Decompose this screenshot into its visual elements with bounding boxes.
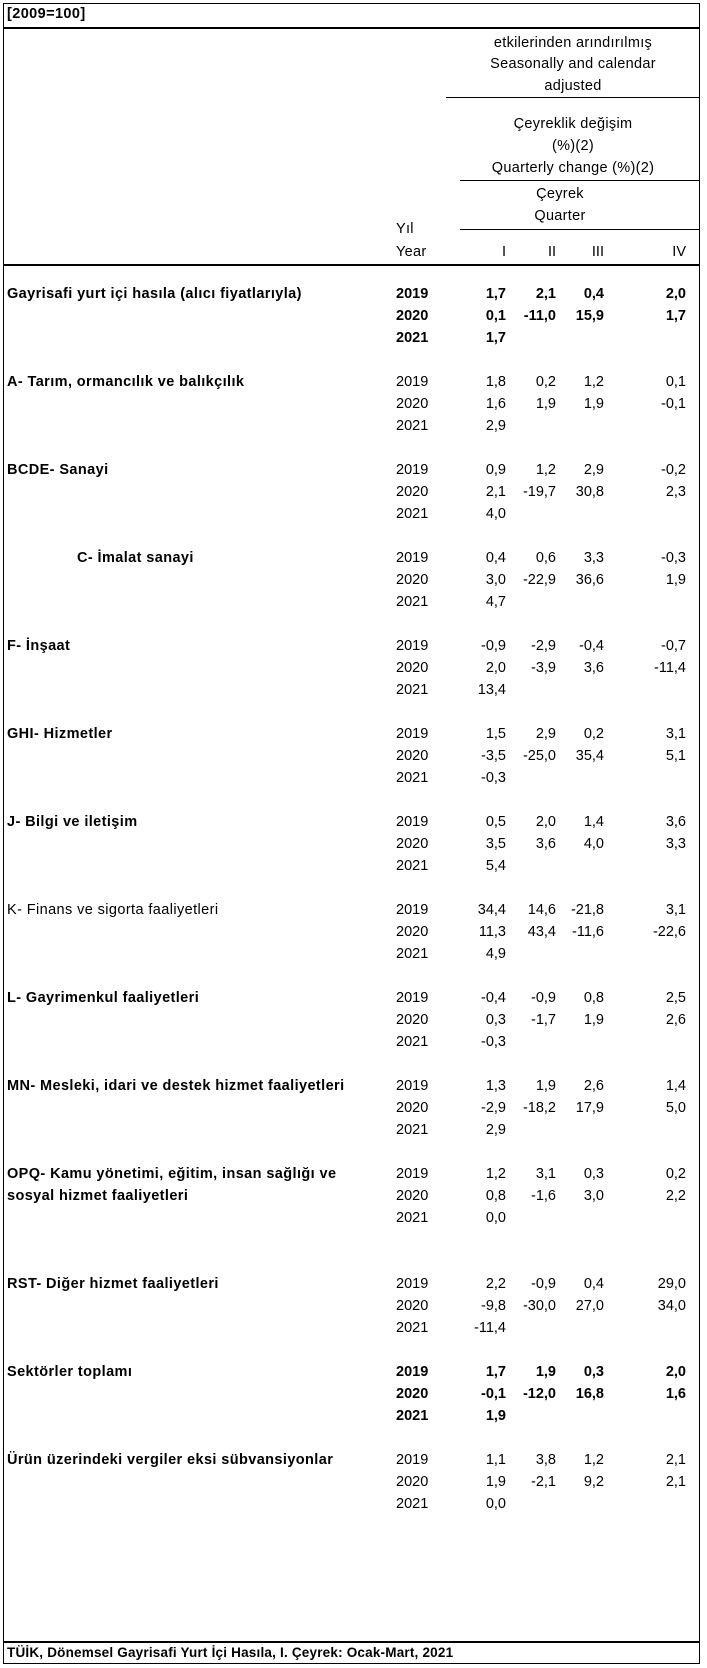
header-q4: IV <box>672 244 686 260</box>
value-cell: 2,0 <box>485 660 506 676</box>
value-cell: 16,8 <box>575 1386 604 1402</box>
row-label: Gayrisafi yurt içi hasıla (alıcı fiyatlarıyla) <box>7 286 302 302</box>
divider-top <box>3 27 700 29</box>
value-cell: 1,7 <box>665 308 686 324</box>
value-cell: -0,3 <box>661 550 686 566</box>
value-cell: 36,6 <box>575 572 604 588</box>
value-cell: 35,4 <box>575 748 604 764</box>
value-cell: 1,1 <box>485 1452 506 1468</box>
value-cell: 3,5 <box>485 836 506 852</box>
value-cell: 1,7 <box>485 1364 506 1380</box>
year-cell: 2019 <box>396 902 429 918</box>
row-label: Sektörler toplamı <box>7 1364 133 1380</box>
value-cell: 2,9 <box>485 418 506 434</box>
value-cell: -18,2 <box>522 1100 556 1116</box>
value-cell: 2,5 <box>665 990 686 1006</box>
value-cell: 9,2 <box>583 1474 604 1490</box>
year-cell: 2019 <box>396 638 429 654</box>
value-cell: 5,1 <box>665 748 686 764</box>
value-cell: 29,0 <box>657 1276 686 1292</box>
row-label: BCDE- Sanayi <box>7 462 109 478</box>
value-cell: 3,8 <box>535 1452 556 1468</box>
year-cell: 2019 <box>396 550 429 566</box>
value-cell: -0,1 <box>481 1386 506 1402</box>
value-cell: 3,0 <box>485 572 506 588</box>
value-cell: -0,4 <box>481 990 506 1006</box>
value-cell: 1,3 <box>485 1078 506 1094</box>
value-cell: 4,9 <box>485 946 506 962</box>
value-cell: 2,9 <box>583 462 604 478</box>
header-q1: I <box>501 244 506 260</box>
value-cell: 2,3 <box>665 484 686 500</box>
year-cell: 2021 <box>396 682 429 698</box>
year-cell: 2021 <box>396 1408 429 1424</box>
header-adj-en-2: adjusted <box>544 78 602 94</box>
year-cell: 2021 <box>396 418 429 434</box>
year-cell: 2021 <box>396 770 429 786</box>
value-cell: 0,1 <box>665 374 686 390</box>
value-cell: -9,8 <box>481 1298 506 1314</box>
value-cell: 0,9 <box>485 462 506 478</box>
year-cell: 2021 <box>396 594 429 610</box>
row-label: GHI- Hizmetler <box>7 726 113 742</box>
year-cell: 2019 <box>396 990 429 1006</box>
value-cell: -2,9 <box>531 638 556 654</box>
value-cell: 2,1 <box>535 286 556 302</box>
value-cell: 0,2 <box>535 374 556 390</box>
value-cell: -22,9 <box>522 572 556 588</box>
value-cell: 27,0 <box>575 1298 604 1314</box>
value-cell: 13,4 <box>477 682 506 698</box>
value-cell: 1,9 <box>485 1408 506 1424</box>
value-cell: 0,2 <box>665 1166 686 1182</box>
value-cell: 0,3 <box>583 1364 604 1380</box>
value-cell: 1,4 <box>583 814 604 830</box>
value-cell: 5,4 <box>485 858 506 874</box>
year-cell: 2020 <box>396 660 429 676</box>
value-cell: 5,0 <box>665 1100 686 1116</box>
row-label: MN- Mesleki, idari ve destek hizmet faaliyetleri <box>7 1078 345 1094</box>
value-cell: 1,9 <box>583 396 604 412</box>
value-cell: -11,0 <box>523 308 556 324</box>
year-cell: 2019 <box>396 374 429 390</box>
value-cell: 1,5 <box>485 726 506 742</box>
year-cell: 2020 <box>396 308 429 324</box>
value-cell: -0,1 <box>661 396 686 412</box>
value-cell: -2,1 <box>531 1474 556 1490</box>
value-cell: 1,7 <box>485 330 506 346</box>
year-cell: 2020 <box>396 396 429 412</box>
value-cell: -1,7 <box>531 1012 556 1028</box>
year-cell: 2021 <box>396 858 429 874</box>
year-cell: 2020 <box>396 836 429 852</box>
row-label: RST- Diğer hizmet faaliyetleri <box>7 1276 219 1292</box>
value-cell: 0,4 <box>485 550 506 566</box>
value-cell: 2,0 <box>665 286 686 302</box>
value-cell: -12,0 <box>522 1386 556 1402</box>
source-note: TÜİK, Dönemsel Gayrisafi Yurt İçi Hasıla, I. Çeyrek: Ocak-Mart, 2021 <box>7 1645 454 1660</box>
value-cell: 0,1 <box>485 308 506 324</box>
value-cell: 0,8 <box>583 990 604 1006</box>
header-rule-3 <box>460 229 700 230</box>
year-cell: 2020 <box>396 572 429 588</box>
year-cell: 2019 <box>396 286 429 302</box>
value-cell: -0,7 <box>661 638 686 654</box>
header-adj-tr: etkilerinden arındırılmış <box>493 35 653 51</box>
row-label: J- Bilgi ve iletişim <box>7 814 138 830</box>
value-cell: 1,9 <box>535 1078 556 1094</box>
value-cell: 1,9 <box>485 1474 506 1490</box>
value-cell: 2,6 <box>665 1012 686 1028</box>
value-cell: -0,4 <box>579 638 604 654</box>
base-year-label: [2009=100] <box>7 6 86 22</box>
value-cell: 0,3 <box>485 1012 506 1028</box>
value-cell: 3,1 <box>535 1166 556 1182</box>
year-cell: 2019 <box>396 1364 429 1380</box>
year-cell: 2020 <box>396 748 429 764</box>
row-label: A- Tarım, ormancılık ve balıkçılık <box>7 374 245 390</box>
year-cell: 2019 <box>396 814 429 830</box>
value-cell: 3,1 <box>665 902 686 918</box>
value-cell: 3,3 <box>583 550 604 566</box>
value-cell: 4,0 <box>485 506 506 522</box>
value-cell: 30,8 <box>575 484 604 500</box>
value-cell: 1,2 <box>535 462 556 478</box>
value-cell: 2,6 <box>583 1078 604 1094</box>
value-cell: 0,5 <box>485 814 506 830</box>
year-cell: 2021 <box>396 330 429 346</box>
value-cell: 2,1 <box>665 1474 686 1490</box>
header-year-tr: Yıl <box>396 221 414 237</box>
value-cell: 0,4 <box>583 286 604 302</box>
value-cell: 1,6 <box>665 1386 686 1402</box>
value-cell: 0,0 <box>485 1210 506 1226</box>
value-cell: 15,9 <box>575 308 604 324</box>
value-cell: 3,0 <box>583 1188 604 1204</box>
value-cell: -30,0 <box>522 1298 556 1314</box>
value-cell: -0,3 <box>481 1034 506 1050</box>
row-label: OPQ- Kamu yönetimi, eğitim, insan sağlığı ve <box>7 1166 337 1182</box>
value-cell: 43,4 <box>527 924 556 940</box>
year-cell: 2019 <box>396 1166 429 1182</box>
header-q2: II <box>547 244 556 260</box>
row-label: K- Finans ve sigorta faaliyetleri <box>7 902 219 918</box>
row-label: F- İnşaat <box>7 638 71 654</box>
value-cell: 11,3 <box>478 924 506 940</box>
value-cell: -19,7 <box>522 484 556 500</box>
row-label: C- İmalat sanayi <box>77 550 194 566</box>
value-cell: 1,2 <box>583 1452 604 1468</box>
row-label: Ürün üzerindeki vergiler eksi sübvansiyonlar <box>7 1452 334 1468</box>
value-cell: 2,9 <box>485 1122 506 1138</box>
value-cell: 1,9 <box>583 1012 604 1028</box>
value-cell: 34,4 <box>477 902 506 918</box>
value-cell: -0,9 <box>531 990 556 1006</box>
value-cell: 14,6 <box>527 902 556 918</box>
year-cell: 2019 <box>396 462 429 478</box>
value-cell: 1,2 <box>583 374 604 390</box>
year-cell: 2020 <box>396 1474 429 1490</box>
value-cell: 3,6 <box>583 660 604 676</box>
value-cell: 4,0 <box>583 836 604 852</box>
value-cell: -2,9 <box>481 1100 506 1116</box>
value-cell: 2,1 <box>485 484 506 500</box>
header-q3: III <box>591 244 604 260</box>
year-cell: 2020 <box>396 1188 429 1204</box>
year-cell: 2019 <box>396 1276 429 1292</box>
year-cell: 2021 <box>396 1496 429 1512</box>
year-cell: 2021 <box>396 506 429 522</box>
header-year-en: Year <box>396 244 427 260</box>
year-cell: 2021 <box>396 1034 429 1050</box>
year-cell: 2020 <box>396 1386 429 1402</box>
value-cell: 3,1 <box>665 726 686 742</box>
value-cell: 3,6 <box>665 814 686 830</box>
value-cell: 1,9 <box>665 572 686 588</box>
year-cell: 2020 <box>396 1298 429 1314</box>
value-cell: -22,6 <box>652 924 686 940</box>
header-rule-1 <box>446 97 700 98</box>
value-cell: 0,6 <box>535 550 556 566</box>
value-cell: 1,8 <box>485 374 506 390</box>
value-cell: 4,7 <box>485 594 506 610</box>
year-cell: 2019 <box>396 1078 429 1094</box>
value-cell: -0,3 <box>481 770 506 786</box>
header-qc-tr-1: Çeyreklik değişim <box>513 116 633 132</box>
header-rule-2 <box>460 180 700 181</box>
year-cell: 2019 <box>396 726 429 742</box>
value-cell: -25,0 <box>522 748 556 764</box>
year-cell: 2020 <box>396 924 429 940</box>
value-cell: 0,2 <box>583 726 604 742</box>
year-cell: 2021 <box>396 1210 429 1226</box>
value-cell: 2,0 <box>665 1364 686 1380</box>
value-cell: 2,9 <box>535 726 556 742</box>
header-quarter-tr: Çeyrek <box>536 186 584 202</box>
value-cell: -11,4 <box>474 1320 506 1336</box>
value-cell: 0,3 <box>583 1166 604 1182</box>
year-cell: 2021 <box>396 1122 429 1138</box>
year-cell: 2019 <box>396 1452 429 1468</box>
value-cell: 0,8 <box>485 1188 506 1204</box>
year-cell: 2021 <box>396 1320 429 1336</box>
value-cell: 1,9 <box>535 1364 556 1380</box>
divider-header <box>3 264 700 266</box>
value-cell: -11,4 <box>654 660 686 676</box>
value-cell: 2,0 <box>535 814 556 830</box>
value-cell: 34,0 <box>657 1298 686 1314</box>
header-adj-en-1: Seasonally and calendar <box>490 56 656 72</box>
value-cell: 0,4 <box>583 1276 604 1292</box>
value-cell: 1,7 <box>485 286 506 302</box>
value-cell: -3,5 <box>481 748 506 764</box>
value-cell: 3,6 <box>535 836 556 852</box>
value-cell: 2,1 <box>665 1452 686 1468</box>
year-cell: 2020 <box>396 484 429 500</box>
value-cell: 0,0 <box>485 1496 506 1512</box>
value-cell: 2,2 <box>485 1276 506 1292</box>
header-qc-en: Quarterly change (%)(2) <box>491 160 655 176</box>
value-cell: -0,9 <box>531 1276 556 1292</box>
value-cell: 1,6 <box>485 396 506 412</box>
divider-footer <box>3 1641 700 1643</box>
value-cell: 1,9 <box>535 396 556 412</box>
year-cell: 2020 <box>396 1100 429 1116</box>
value-cell: 3,3 <box>665 836 686 852</box>
value-cell: 1,4 <box>665 1078 686 1094</box>
value-cell: 1,2 <box>485 1166 506 1182</box>
value-cell: -1,6 <box>531 1188 556 1204</box>
header-quarter-en: Quarter <box>534 208 586 224</box>
value-cell: -0,9 <box>481 638 506 654</box>
year-cell: 2020 <box>396 1012 429 1028</box>
value-cell: 2,2 <box>665 1188 686 1204</box>
value-cell: -3,9 <box>531 660 556 676</box>
value-cell: -21,8 <box>570 902 604 918</box>
value-cell: -0,2 <box>661 462 686 478</box>
header-qc-tr-2: (%)(2) <box>551 138 595 154</box>
row-label-continued: sosyal hizmet faaliyetleri <box>7 1188 189 1204</box>
value-cell: 17,9 <box>575 1100 604 1116</box>
row-label: L- Gayrimenkul faaliyetleri <box>7 990 200 1006</box>
year-cell: 2021 <box>396 946 429 962</box>
value-cell: -11,6 <box>572 924 604 940</box>
